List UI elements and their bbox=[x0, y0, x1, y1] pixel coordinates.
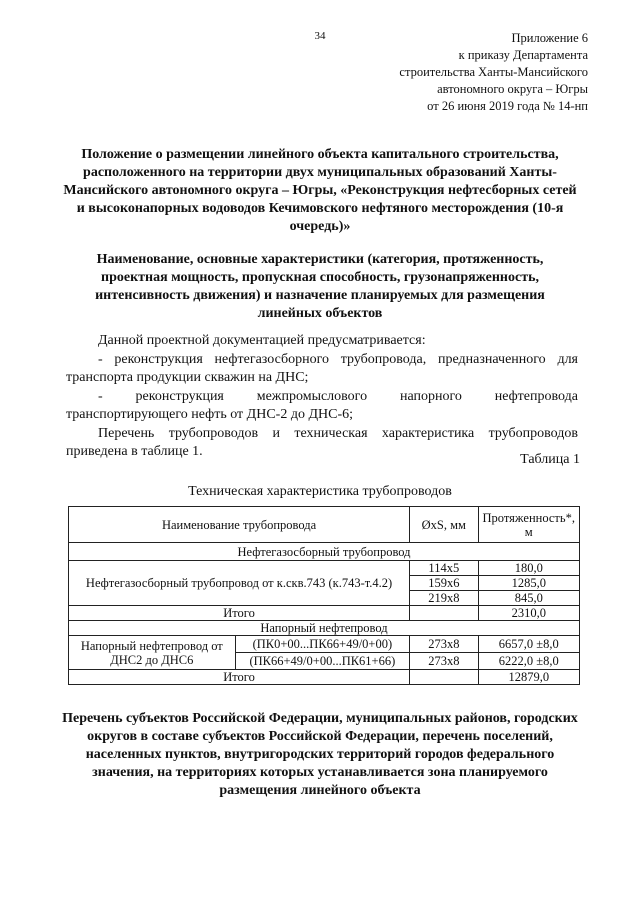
total-value: 2310,0 bbox=[478, 606, 579, 621]
pipe-name: Напорный нефтепровод от ДНС2 до ДНС6 bbox=[69, 636, 236, 670]
paragraph: Данной проектной документацией предусматривается: bbox=[98, 333, 426, 348]
table-section-row bbox=[69, 621, 580, 636]
paragraph: - реконструкция нефтегазосборного трубопровода, предназначенного для транспорта продукции скважин на ДНС; bbox=[66, 351, 578, 385]
empty-cell bbox=[410, 670, 478, 685]
cell-dims: 159x6 bbox=[410, 576, 478, 591]
appendix-block bbox=[288, 30, 588, 115]
paragraph-spread-line bbox=[66, 388, 578, 407]
table-row bbox=[69, 636, 580, 653]
cell-segment: (ПК66+49/0+00...ПК61+66) bbox=[235, 653, 409, 670]
total-value: 12879,0 bbox=[478, 670, 579, 685]
total-label: Итого bbox=[69, 670, 410, 685]
appendix-line: к приказу Департамента bbox=[458, 48, 588, 62]
appendix-line: Приложение 6 bbox=[511, 31, 588, 45]
table-title: Техническая характеристика трубопроводов bbox=[188, 484, 452, 499]
table-total-row bbox=[69, 606, 580, 621]
cell-length: 1285,0 bbox=[478, 576, 579, 591]
page-number: 34 bbox=[314, 30, 326, 42]
cell-dims: 219x8 bbox=[410, 591, 478, 606]
cell-length: 180,0 bbox=[478, 561, 579, 576]
cell-length: 6222,0 ±8,0 bbox=[478, 653, 579, 670]
table-number: Таблица 1 bbox=[520, 452, 580, 467]
paragraph: Перечень трубопроводов и техническая характеристика трубопроводов приведена в таблице 1. bbox=[66, 425, 578, 459]
cell-segment: (ПК0+00...ПК66+49/0+00) bbox=[235, 636, 409, 653]
appendix-line: строительства Ханты-Мансийского bbox=[399, 65, 588, 79]
document-title: Положение о размещении линейного объекта капитального строительства, расположенного на территории двух муниципальных образований Ханты-Мансийского автономного округа – Югры, «Реконструкция нефтесборных сетей и высоконапорных водоводов Кечимовского нефтяного месторождения (10-я очередь)» bbox=[63, 147, 577, 234]
header-dims: ØxS, мм bbox=[410, 507, 478, 543]
cell-dims: 273x8 bbox=[410, 653, 478, 670]
table-section-row bbox=[69, 543, 580, 561]
section-label: Напорный нефтепровод bbox=[69, 621, 580, 636]
appendix-line: автономного округа – Югры bbox=[437, 82, 588, 96]
word: - bbox=[98, 388, 103, 404]
table-total-row bbox=[69, 670, 580, 685]
section-heading: Наименование, основные характеристики (категория, протяженность, проектная мощность, пропускная способность, грузонапряженность, интенсивность движения) и назначение планируемых для размещения линейных объектов bbox=[95, 252, 545, 321]
appendix-line: от 26 июня 2019 года № 14-нп bbox=[427, 99, 588, 113]
section-label: Нефтегазосборный трубопровод bbox=[69, 543, 580, 561]
word: нефтепровода bbox=[494, 388, 578, 404]
section-heading-list: Перечень субъектов Российской Федерации, муниципальных районов, городских округов в составе субъектов Российской Федерации, перечень поселений, населенных пунктов, внутригородских территорий городов федерального значения, на территориях которых устанавливается зона планируемого размещения линейного объекта bbox=[62, 711, 578, 798]
table-header-row bbox=[69, 507, 580, 543]
total-label: Итого bbox=[69, 606, 410, 621]
header-name: Наименование трубопровода bbox=[69, 507, 410, 543]
table-row bbox=[69, 561, 580, 576]
cell-length: 845,0 bbox=[478, 591, 579, 606]
cell-length: 6657,0 ±8,0 bbox=[478, 636, 579, 653]
paragraph: транспортирующего нефть от ДНС-2 до ДНС-6; bbox=[66, 407, 354, 422]
word: межпромыслового bbox=[256, 388, 368, 404]
empty-cell bbox=[410, 606, 478, 621]
header-length: Протяженность*, м bbox=[478, 507, 579, 543]
pipe-name: Нефтегазосборный трубопровод от к.скв.743 (к.743-т.4.2) bbox=[69, 561, 410, 606]
body-text bbox=[66, 332, 578, 462]
pipelines-table bbox=[68, 506, 580, 685]
cell-dims: 273x8 bbox=[410, 636, 478, 653]
word: напорного bbox=[399, 388, 462, 404]
word: реконструкция bbox=[135, 388, 224, 404]
cell-dims: 114x5 bbox=[410, 561, 478, 576]
